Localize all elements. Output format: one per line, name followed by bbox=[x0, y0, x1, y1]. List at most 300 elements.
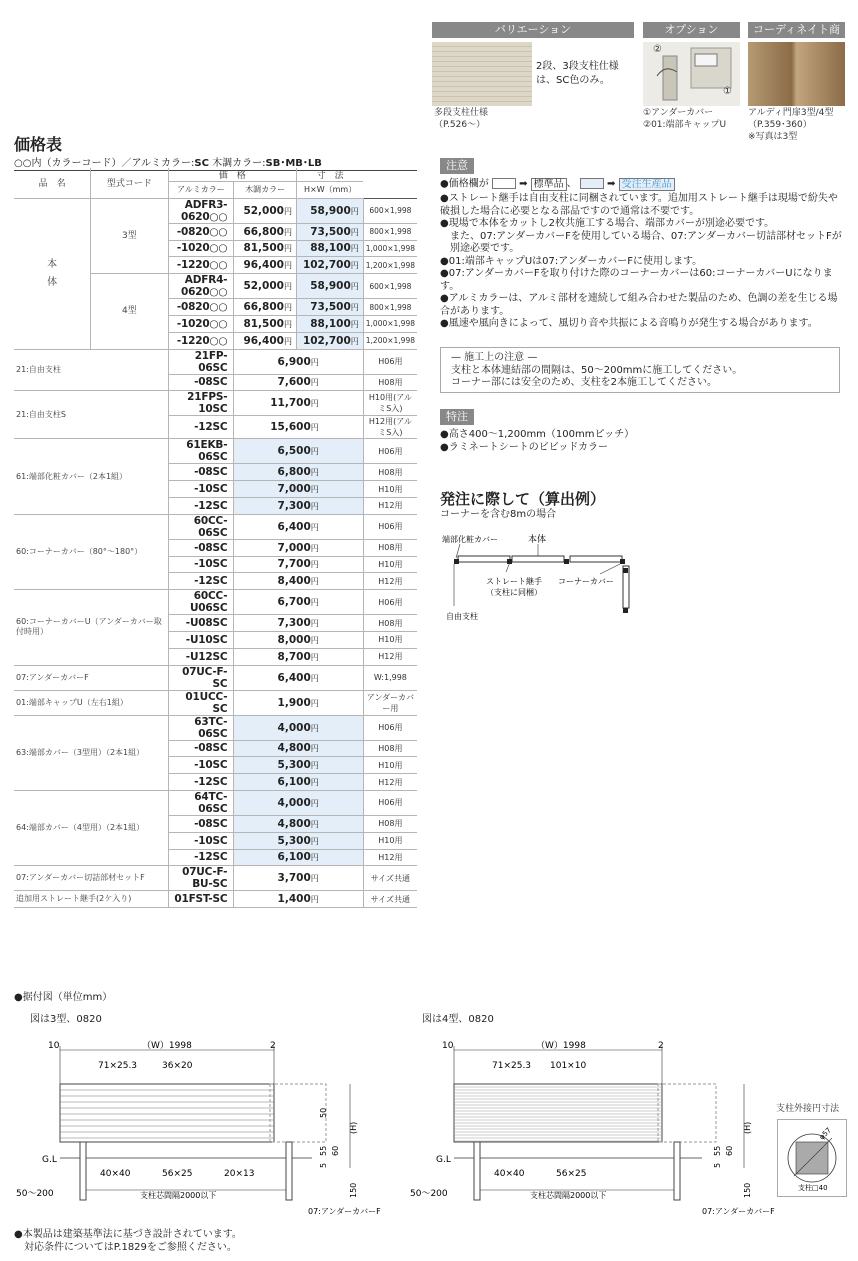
price-value: 81,500 bbox=[243, 242, 284, 255]
price-cell bbox=[234, 556, 363, 573]
price-cell bbox=[234, 349, 363, 374]
dim-60: 60 bbox=[331, 1145, 340, 1156]
table-row bbox=[14, 690, 417, 715]
yen-unit: 円 bbox=[310, 447, 319, 457]
size-cell: H08用 bbox=[363, 374, 417, 391]
feature-2: ●ラミネートシートのビビッドカラー bbox=[440, 441, 609, 453]
price-value: 66,800 bbox=[243, 301, 284, 314]
coordinate-header: コーディネイト商 bbox=[748, 22, 845, 38]
post-circle-drawing bbox=[778, 1120, 846, 1196]
dim-55: 55 bbox=[713, 1145, 722, 1156]
size-cell: H12用 bbox=[363, 774, 417, 791]
price-cell bbox=[296, 274, 363, 299]
yen-unit: 円 bbox=[310, 836, 319, 846]
price-cell bbox=[234, 374, 363, 391]
panel-3 bbox=[570, 556, 622, 562]
price-value: 15,600 bbox=[270, 421, 311, 434]
fence-panel bbox=[454, 1084, 662, 1142]
price-cell bbox=[234, 590, 363, 615]
yen-unit: 円 bbox=[350, 244, 359, 254]
price-value: 1,400 bbox=[277, 893, 311, 906]
fence-panel bbox=[60, 1084, 274, 1142]
price-cell bbox=[234, 615, 363, 632]
box-line-2: コーナー部には安全のため、支柱を2本施工してください。 bbox=[451, 377, 717, 388]
label-40: 40×40 bbox=[494, 1169, 525, 1179]
price-cell bbox=[234, 497, 363, 514]
legend-white-box bbox=[492, 178, 516, 189]
size-cell: 1,000×1,998 bbox=[363, 240, 417, 257]
dim-55: 55 bbox=[319, 1145, 328, 1156]
part-code: 07UC-F-SC bbox=[168, 665, 234, 690]
yen-unit: 円 bbox=[310, 598, 319, 608]
legend-std: 標準品 bbox=[531, 178, 567, 191]
features-list bbox=[440, 429, 634, 454]
coordinate-label-2: （P.359･360） bbox=[748, 120, 812, 130]
subtitle-pre: ○○内（カラーコード）／アルミカラー: bbox=[14, 158, 195, 169]
box-line-1: 支柱と本体連結部の間隔は、50〜200mmに施工してください。 bbox=[451, 364, 743, 376]
part-code: 60CC-06SC bbox=[168, 514, 234, 539]
post-3 bbox=[564, 559, 569, 564]
part-name: 64:端部カバー（4型用）（2本1組） bbox=[14, 790, 168, 865]
part-code: -U12SC bbox=[168, 648, 234, 665]
part-name: 63:端部カバー（3型用）（2本1組） bbox=[14, 715, 168, 790]
price-value: 6,400 bbox=[277, 671, 311, 684]
yen-unit: 円 bbox=[310, 522, 319, 532]
size-cell: H10用 bbox=[363, 631, 417, 648]
label-56: 56×25 bbox=[162, 1169, 193, 1179]
price-value: 6,700 bbox=[277, 596, 311, 609]
price-value: 4,800 bbox=[277, 817, 311, 830]
part-name: 21:自由支柱S bbox=[14, 391, 168, 439]
dim-150: 150 bbox=[743, 1182, 752, 1198]
panel-1 bbox=[458, 556, 510, 562]
price-value: 58,900 bbox=[310, 280, 351, 293]
dim-w: （W）1998 bbox=[536, 1041, 586, 1051]
price-value: 6,100 bbox=[277, 776, 311, 789]
price-cell bbox=[296, 257, 363, 274]
yen-unit: 円 bbox=[310, 619, 319, 629]
price-value: 6,500 bbox=[277, 445, 311, 458]
price-table bbox=[14, 168, 417, 908]
price-cell bbox=[234, 648, 363, 665]
size-cell: 800×1,998 bbox=[363, 223, 417, 240]
dim-h: (H) bbox=[743, 1121, 752, 1134]
label-straight-2: （支柱に同梱） bbox=[486, 588, 542, 597]
price-value: 7,700 bbox=[277, 558, 311, 571]
label-101: 101×10 bbox=[550, 1061, 587, 1071]
price-value: 7,300 bbox=[277, 617, 311, 630]
legend-pre: ●価格欄が bbox=[440, 178, 489, 190]
price-cell bbox=[296, 223, 363, 240]
part-code: 61EKB-06SC bbox=[168, 439, 234, 464]
head-size: 寸 法 bbox=[296, 168, 363, 182]
dim-60: 60 bbox=[725, 1145, 734, 1156]
model-code: -1220○○ bbox=[168, 332, 234, 349]
span-label: 支柱芯間隔2000以下 bbox=[140, 1191, 217, 1200]
yen-unit: 円 bbox=[283, 244, 292, 254]
legend-mid: 、 bbox=[566, 178, 577, 190]
price-cell bbox=[296, 198, 363, 223]
order-subtitle: コーナーを含む8mの場合 bbox=[440, 509, 557, 520]
size-cell: H06用 bbox=[363, 439, 417, 464]
price-value: 88,100 bbox=[310, 317, 351, 330]
table-row bbox=[14, 590, 417, 615]
install-drawing-3 bbox=[12, 1038, 381, 1220]
note-1: ●ストレート継手は自由支柱に同梱されています。追加用ストレート継手は現場で紛失や破損した場合に必要となる部品ですので通常は不要です。 bbox=[440, 193, 838, 217]
price-cell bbox=[234, 391, 363, 416]
size-cell: H12用 bbox=[363, 849, 417, 866]
price-cell bbox=[234, 464, 363, 481]
coordinate-label-3: ※写真は3型 bbox=[748, 132, 798, 142]
honntai-a: 本 bbox=[47, 258, 58, 270]
part-name: 60:コーナーカバー（80°〜180°） bbox=[14, 514, 168, 589]
yen-unit: 円 bbox=[310, 778, 319, 788]
part-code: 21FP-06SC bbox=[168, 349, 234, 374]
dim-50-200: 50〜200 bbox=[16, 1189, 54, 1199]
price-value: 88,100 bbox=[310, 242, 351, 255]
label-71: 71×25.3 bbox=[98, 1061, 138, 1071]
dim-5: 5 bbox=[319, 1162, 328, 1168]
note-7: ●風速や風向きによって、風切り音や共振による音鳴りが発生する場合があります。 bbox=[440, 318, 818, 329]
footer-note bbox=[14, 1228, 242, 1254]
part-code: -08SC bbox=[168, 374, 234, 391]
price-cell bbox=[234, 315, 297, 332]
price-value: 73,500 bbox=[310, 225, 351, 238]
model-code: -1020○○ bbox=[168, 240, 234, 257]
table-row bbox=[14, 198, 417, 223]
yen-unit: 円 bbox=[283, 303, 292, 313]
yen-unit: 円 bbox=[310, 378, 319, 388]
label-40: 40×40 bbox=[100, 1169, 131, 1179]
yen-unit: 円 bbox=[283, 227, 292, 237]
price-value: 96,400 bbox=[243, 259, 284, 272]
yen-unit: 円 bbox=[310, 744, 319, 754]
dim-10: 10 bbox=[48, 1041, 60, 1051]
yen-unit: 円 bbox=[310, 761, 319, 771]
dim-2: 2 bbox=[270, 1041, 276, 1051]
price-cell bbox=[296, 299, 363, 316]
note-4: ●01:端部キャップUは07:アンダーカバーFに使用します。 bbox=[440, 255, 703, 267]
option-num-1: ① bbox=[723, 86, 732, 97]
price-value: 7,600 bbox=[277, 376, 311, 389]
order-diagram bbox=[440, 528, 660, 628]
yen-unit: 円 bbox=[350, 336, 359, 346]
size-cell: 600×1,998 bbox=[363, 198, 417, 223]
part-code: -10SC bbox=[168, 556, 234, 573]
yen-unit: 円 bbox=[310, 357, 319, 367]
features-title: 特注 bbox=[440, 409, 474, 425]
yen-unit: 円 bbox=[310, 485, 319, 495]
size-cell: W:1,998 bbox=[363, 665, 417, 690]
post-6 bbox=[623, 608, 628, 613]
price-cell bbox=[234, 539, 363, 556]
price-cell bbox=[234, 198, 297, 223]
size-cell: サイズ共通 bbox=[363, 866, 417, 891]
gl-label: G.L bbox=[436, 1155, 451, 1165]
price-value: 5,300 bbox=[277, 834, 311, 847]
part-code: -12SC bbox=[168, 849, 234, 866]
table-row bbox=[14, 391, 417, 416]
table-row bbox=[14, 439, 417, 464]
price-cell bbox=[234, 849, 363, 866]
price-value: 7,000 bbox=[277, 483, 311, 496]
yen-unit: 円 bbox=[350, 227, 359, 237]
yen-unit: 円 bbox=[310, 819, 319, 829]
subtitle-mid: 木調カラー: bbox=[208, 158, 266, 169]
yen-unit: 円 bbox=[310, 853, 319, 863]
part-code: 64TC-06SC bbox=[168, 790, 234, 815]
price-value: 52,000 bbox=[243, 204, 284, 217]
part-name: 60:コーナーカバーU（アンダーカバー取付時用） bbox=[14, 590, 168, 665]
yen-unit: 円 bbox=[310, 895, 319, 905]
note-5: ●07:アンダーカバーFを取り付けた際のコーナーカバーは60:コーナーカバーUになります。 bbox=[440, 268, 833, 292]
price-value: 4,000 bbox=[277, 721, 311, 734]
size-cell: H08用 bbox=[363, 740, 417, 757]
price-cell bbox=[234, 439, 363, 464]
variation-photo bbox=[432, 42, 532, 106]
price-value: 11,700 bbox=[270, 397, 311, 410]
part-code: -10SC bbox=[168, 757, 234, 774]
table-row bbox=[14, 891, 417, 908]
yen-unit: 円 bbox=[283, 261, 292, 271]
dim-50-200: 50〜200 bbox=[410, 1189, 448, 1199]
price-value: 96,400 bbox=[243, 334, 284, 347]
model-code: ADFR3-0620○○ bbox=[168, 198, 234, 223]
label-corner: コーナーカバー bbox=[558, 577, 614, 586]
part-code: -U10SC bbox=[168, 631, 234, 648]
size-cell: 1,200×1,998 bbox=[363, 257, 417, 274]
part-name: 61:端部化粧カバー（2本1組） bbox=[14, 439, 168, 514]
yen-unit: 円 bbox=[310, 560, 319, 570]
part-code: 21FPS-10SC bbox=[168, 391, 234, 416]
gl-label: G.L bbox=[42, 1155, 57, 1165]
price-cell bbox=[234, 757, 363, 774]
size-cell: H10用(アルミS入) bbox=[363, 391, 417, 416]
price-cell bbox=[234, 790, 363, 815]
dim-2: 2 bbox=[658, 1041, 664, 1051]
yen-unit: 円 bbox=[310, 874, 319, 884]
size-cell: H10用 bbox=[363, 757, 417, 774]
price-value: 8,400 bbox=[277, 575, 311, 588]
price-cell bbox=[234, 257, 297, 274]
label-post: 自由支柱 bbox=[446, 612, 478, 621]
panel-2 bbox=[512, 556, 564, 562]
yen-unit: 円 bbox=[350, 319, 359, 329]
yen-unit: 円 bbox=[310, 468, 319, 478]
yen-unit: 円 bbox=[310, 673, 319, 683]
price-value: 66,800 bbox=[243, 225, 284, 238]
legend-order: 受注生産品 bbox=[619, 178, 675, 191]
post-diameter: φ57 bbox=[817, 1126, 833, 1142]
part-name: 07:アンダーカバーF bbox=[14, 665, 168, 690]
model-code: ADFR4-0620○○ bbox=[168, 274, 234, 299]
price-value: 52,000 bbox=[243, 280, 284, 293]
model-code: -0820○○ bbox=[168, 223, 234, 240]
model-name: 4型 bbox=[91, 274, 168, 349]
table-row bbox=[14, 665, 417, 690]
yen-unit: 円 bbox=[283, 336, 292, 346]
dim-150: 150 bbox=[349, 1182, 358, 1198]
notes-list bbox=[440, 193, 844, 331]
price-value: 4,800 bbox=[277, 742, 311, 755]
feature-1: ●高さ400〜1,200mm（100mmピッチ） bbox=[440, 429, 635, 440]
post-4 bbox=[620, 559, 625, 564]
order-title: 発注に際して（算出例） bbox=[440, 490, 606, 508]
subtitle-al: SC bbox=[194, 158, 209, 169]
label-20: 20×13 bbox=[224, 1169, 255, 1179]
post-circle-title: 支柱外接円寸法 bbox=[776, 1104, 840, 1114]
span-label: 支柱芯間隔2000以下 bbox=[530, 1191, 607, 1200]
yen-unit: 円 bbox=[310, 399, 319, 409]
price-cell bbox=[234, 740, 363, 757]
size-cell: H12用(アルミS入) bbox=[363, 416, 417, 439]
price-cell bbox=[234, 891, 363, 908]
yen-unit: 円 bbox=[310, 652, 319, 662]
part-code: -08SC bbox=[168, 539, 234, 556]
dim-5: 5 bbox=[713, 1162, 722, 1168]
price-cell bbox=[234, 690, 363, 715]
head-price: 価 格 bbox=[168, 168, 296, 182]
price-cell bbox=[234, 815, 363, 832]
price-table-title: 価格表 bbox=[14, 135, 63, 154]
table-row bbox=[14, 514, 417, 539]
size-cell: H12用 bbox=[363, 497, 417, 514]
option-label-2: ②01:端部キャップU bbox=[643, 120, 727, 130]
part-code: -10SC bbox=[168, 481, 234, 498]
head-size2: H×W（mm） bbox=[296, 182, 363, 199]
size-cell: H06用 bbox=[363, 590, 417, 615]
size-cell: H12用 bbox=[363, 573, 417, 590]
part-code: -U08SC bbox=[168, 615, 234, 632]
yen-unit: 円 bbox=[310, 501, 319, 511]
size-cell: H06用 bbox=[363, 514, 417, 539]
model-code: -0820○○ bbox=[168, 299, 234, 316]
part-name: 01:端部キャップU（左右1組） bbox=[14, 690, 168, 715]
size-cell: アンダーカバー用 bbox=[363, 690, 417, 715]
variation-page-ref: （P.526〜） bbox=[434, 120, 486, 130]
yen-unit: 円 bbox=[350, 261, 359, 271]
part-name: 21:自由支柱 bbox=[14, 349, 168, 391]
post-circle-box bbox=[777, 1119, 847, 1197]
head-code: 型式コード bbox=[91, 168, 168, 198]
price-cell bbox=[234, 332, 297, 349]
price-value: 4,000 bbox=[277, 796, 311, 809]
label-straight: ストレート継手 bbox=[486, 577, 542, 586]
note-3: また、07:アンダーカバーFを使用している場合、07:アンダーカバー切詰部材セットFが別途必要です。 bbox=[450, 230, 842, 254]
price-cell bbox=[234, 774, 363, 791]
legend-blue-box bbox=[580, 178, 604, 189]
part-code: -12SC bbox=[168, 573, 234, 590]
subtitle-wood: SB･MB･LB bbox=[265, 158, 322, 169]
yen-unit: 円 bbox=[350, 206, 359, 216]
head-name: 品 名 bbox=[14, 168, 91, 198]
part-name: 追加用ストレート継手(2ケ入り) bbox=[14, 891, 168, 908]
dim-w: （W）1998 bbox=[142, 1041, 192, 1051]
yen-unit: 円 bbox=[283, 319, 292, 329]
post-size: 支柱□40 bbox=[798, 1184, 828, 1192]
label-36: 36×20 bbox=[162, 1061, 193, 1071]
part-code: -08SC bbox=[168, 740, 234, 757]
price-value: 7,000 bbox=[277, 541, 311, 554]
model-code: -1220○○ bbox=[168, 257, 234, 274]
head-wood: 木調カラー bbox=[234, 182, 297, 199]
post-1 bbox=[454, 559, 459, 564]
size-cell: H12用 bbox=[363, 648, 417, 665]
size-cell: H06用 bbox=[363, 715, 417, 740]
part-code: -12SC bbox=[168, 416, 234, 439]
table-row bbox=[14, 866, 417, 891]
label-71: 71×25.3 bbox=[492, 1061, 532, 1071]
price-cell bbox=[234, 715, 363, 740]
notes-title: 注意 bbox=[440, 158, 474, 174]
install-left-caption: 図は3型、0820 bbox=[30, 1014, 102, 1025]
dim-10: 10 bbox=[442, 1041, 454, 1051]
variation-caption: 2段、3段支柱仕様は、SC色のみ。 bbox=[536, 61, 619, 86]
price-cell bbox=[234, 631, 363, 648]
notes-legend: ●価格欄が ➡ 標準品 、 ➡ 受注生産品 bbox=[440, 178, 675, 191]
size-cell: H06用 bbox=[363, 790, 417, 815]
undercover-label: 07:アンダーカバーF bbox=[308, 1207, 381, 1216]
price-value: 102,700 bbox=[302, 334, 351, 347]
part-code: -08SC bbox=[168, 815, 234, 832]
price-value: 102,700 bbox=[302, 259, 351, 272]
part-name: 07:アンダーカバー切詰部材セットF bbox=[14, 866, 168, 891]
price-cell bbox=[234, 240, 297, 257]
label-body: 本体 bbox=[528, 535, 547, 545]
price-cell bbox=[234, 274, 297, 299]
coordinate-label-1: アルディ門扉3型/4型 bbox=[748, 108, 834, 118]
price-cell bbox=[234, 514, 363, 539]
size-cell: H06用 bbox=[363, 349, 417, 374]
table-row bbox=[14, 349, 417, 374]
price-cell bbox=[234, 832, 363, 849]
yen-unit: 円 bbox=[310, 423, 319, 433]
variation-label: 多段支柱仕様 bbox=[434, 108, 489, 118]
install-drawing-4 bbox=[406, 1038, 776, 1220]
price-value: 3,700 bbox=[277, 872, 311, 885]
price-value: 1,900 bbox=[277, 696, 311, 709]
price-value: 8,000 bbox=[277, 633, 311, 646]
price-cell bbox=[234, 223, 297, 240]
part-code: 01FST-SC bbox=[168, 891, 234, 908]
size-cell: 1,000×1,998 bbox=[363, 315, 417, 332]
price-value: 6,800 bbox=[277, 466, 311, 479]
price-value: 73,500 bbox=[310, 301, 351, 314]
part-code: 63TC-06SC bbox=[168, 715, 234, 740]
size-cell: H10用 bbox=[363, 481, 417, 498]
yen-unit: 円 bbox=[310, 723, 319, 733]
label-endcover: 端部化粧カバー bbox=[442, 535, 498, 544]
size-cell: H10用 bbox=[363, 556, 417, 573]
price-cell bbox=[234, 416, 363, 439]
price-cell bbox=[296, 315, 363, 332]
table-row bbox=[14, 715, 417, 740]
part-code: 01UCC-SC bbox=[168, 690, 234, 715]
option-header: オプション bbox=[643, 22, 740, 38]
price-value: 5,300 bbox=[277, 759, 311, 772]
undercover-label: 07:アンダーカバーF bbox=[702, 1207, 775, 1216]
option-num-2: ② bbox=[653, 44, 662, 55]
honntai-cell bbox=[14, 198, 91, 349]
size-cell: H08用 bbox=[363, 539, 417, 556]
footer-line-1: ●本製品は建築基準法に基づき設計されています。 bbox=[14, 1229, 242, 1240]
part-code: -10SC bbox=[168, 832, 234, 849]
footer-line-2: 対応条件についてはP.1829をご参照ください。 bbox=[24, 1242, 237, 1253]
coordinate-photo bbox=[748, 42, 845, 106]
size-cell: H08用 bbox=[363, 615, 417, 632]
construction-note-box bbox=[440, 347, 840, 393]
size-cell: 600×1,998 bbox=[363, 274, 417, 299]
